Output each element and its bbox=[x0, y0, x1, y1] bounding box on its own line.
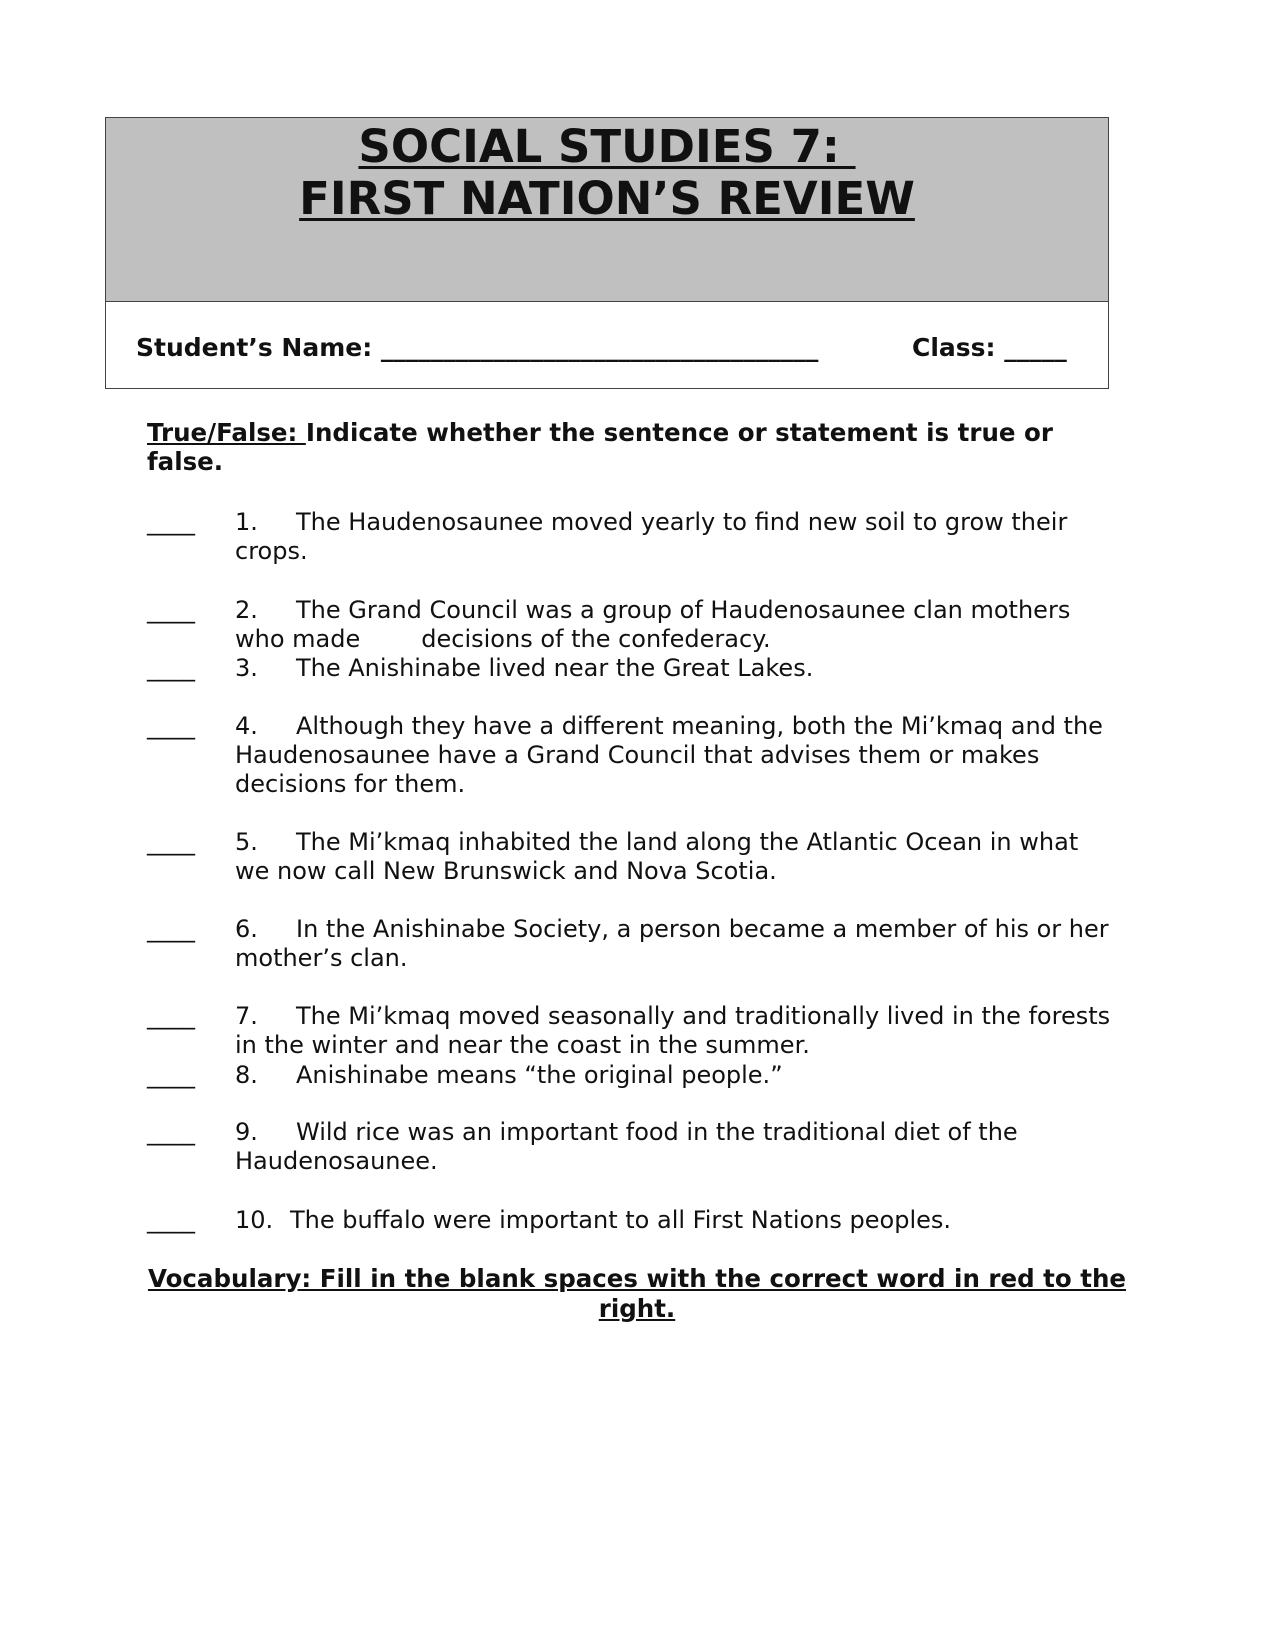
question-text-7 bbox=[235, 1002, 1115, 1060]
question-statement-2: The Grand Council was a group of Haudenosaunee clan mothers who made decisions of the confederacy. bbox=[235, 596, 1078, 653]
answer-blank-6[interactable]: ____ bbox=[147, 915, 195, 943]
question-statement-1: The Haudenosaunee moved yearly to find new soil to grow their crops. bbox=[235, 508, 1068, 565]
question-statement-5: The Mi’kmaq inhabited the land along the Atlantic Ocean in what we now call New Brunswick and Nova Scotia. bbox=[235, 828, 1079, 885]
title-line-1: SOCIAL STUDIES 7: bbox=[358, 120, 856, 173]
true-false-label: True/False: bbox=[147, 418, 306, 447]
answer-blank-5[interactable]: ____ bbox=[147, 828, 195, 856]
answer-blank-2[interactable]: ____ bbox=[147, 596, 195, 624]
question-text-10 bbox=[235, 1206, 1115, 1235]
question-text-5 bbox=[235, 828, 1115, 886]
class-field[interactable]: Class: _____ bbox=[912, 333, 1067, 362]
answer-blank-8[interactable]: ____ bbox=[147, 1061, 195, 1089]
true-false-instructions bbox=[147, 418, 1087, 476]
question-text-4 bbox=[235, 712, 1115, 799]
question-text-3 bbox=[235, 654, 1115, 683]
title-band bbox=[106, 118, 1108, 302]
question-number-3: 3. bbox=[235, 654, 258, 682]
question-number-6: 6. bbox=[235, 915, 258, 943]
question-text-8 bbox=[235, 1061, 1115, 1090]
question-text-1 bbox=[235, 508, 1115, 566]
question-number-5: 5. bbox=[235, 828, 258, 856]
answer-blank-4[interactable]: ____ bbox=[147, 712, 195, 740]
answer-blank-3[interactable]: ____ bbox=[147, 654, 195, 682]
true-false-instruction-text: Indicate whether the sentence or statement is true or false. bbox=[147, 418, 1053, 476]
question-statement-7: The Mi’kmaq moved seasonally and traditionally lived in the forests in the winter and near the coast in the summer. bbox=[235, 1002, 1111, 1059]
question-statement-4: Although they have a different meaning, both the Mi’kmaq and the Haudenosaunee have a Grand Council that advises them or makes decisions for them. bbox=[235, 712, 1103, 798]
header-box bbox=[105, 117, 1109, 389]
vocabulary-heading: Vocabulary: Fill in the blank spaces with the correct word in red to the right. bbox=[147, 1264, 1127, 1323]
question-number-8: 8. bbox=[235, 1061, 258, 1089]
question-text-6 bbox=[235, 915, 1115, 973]
question-statement-9: Wild rice was an important food in the traditional diet of the Haudenosaunee. bbox=[235, 1118, 1018, 1175]
question-number-1: 1. bbox=[235, 508, 258, 536]
answer-blank-1[interactable]: ____ bbox=[147, 508, 195, 536]
question-statement-8: Anishinabe means “the original people.” bbox=[296, 1061, 783, 1089]
question-text-2 bbox=[235, 596, 1115, 654]
answer-blank-9[interactable]: ____ bbox=[147, 1118, 195, 1146]
answer-blank-7[interactable]: ____ bbox=[147, 1002, 195, 1030]
question-number-4: 4. bbox=[235, 712, 258, 740]
question-statement-3: The Anishinabe lived near the Great Lakes. bbox=[296, 654, 814, 682]
question-text-9 bbox=[235, 1118, 1115, 1176]
question-number-10: 10. bbox=[235, 1206, 274, 1234]
question-statement-10: The buffalo were important to all First Nations peoples. bbox=[290, 1206, 952, 1234]
student-name-field[interactable]: Student’s Name: ___________________________________ bbox=[136, 333, 819, 362]
title-line-2: FIRST NATION’S REVIEW bbox=[299, 172, 915, 225]
question-number-2: 2. bbox=[235, 596, 258, 624]
question-number-9: 9. bbox=[235, 1118, 258, 1146]
question-statement-6: In the Anishinabe Society, a person became a member of his or her mother’s clan. bbox=[235, 915, 1109, 972]
answer-blank-10[interactable]: ____ bbox=[147, 1206, 195, 1234]
question-number-7: 7. bbox=[235, 1002, 258, 1030]
